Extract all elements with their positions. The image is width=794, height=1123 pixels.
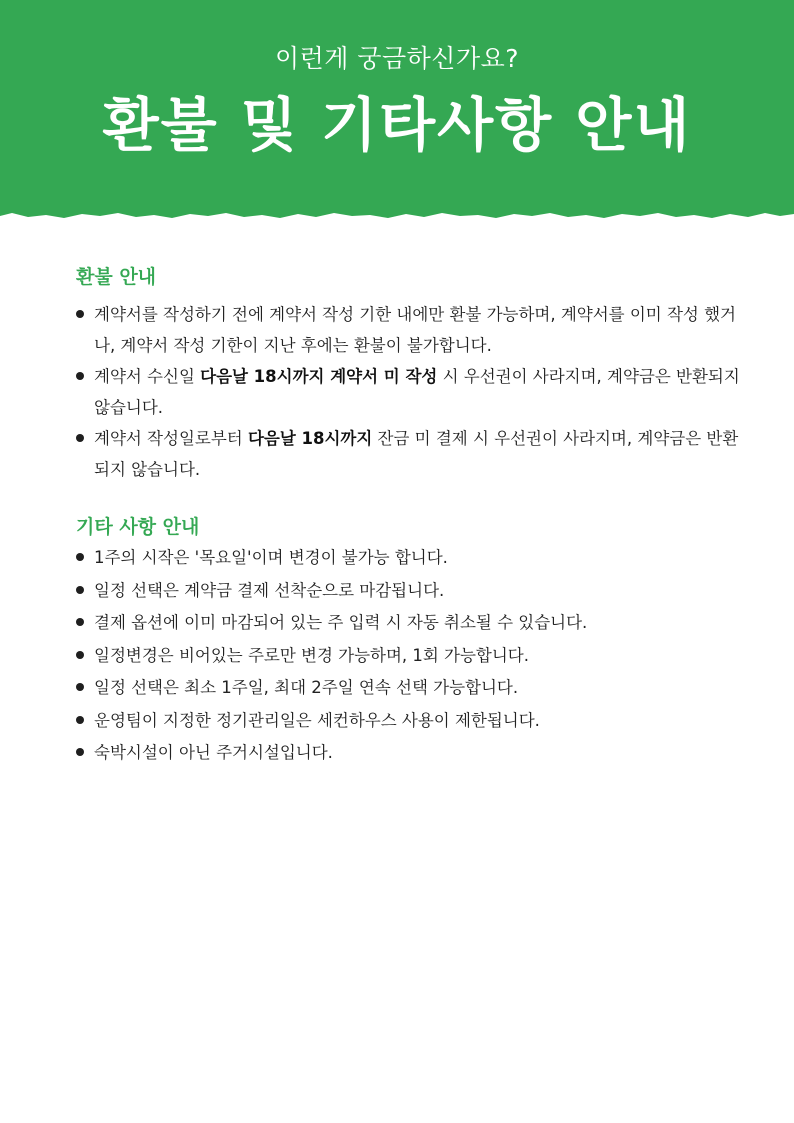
refund-item-text: 계약서 수신일 (94, 367, 201, 386)
etc-item-text: 숙박시설이 아닌 주거시설입니다. (94, 743, 333, 762)
refund-list-item (76, 423, 746, 485)
bullet-icon (76, 586, 84, 594)
etc-item-text: 결제 옵션에 이미 마감되어 있는 주 입력 시 자동 취소될 수 있습니다. (94, 613, 588, 632)
etc-item-text: 운영팀이 지정한 정기관리일은 세컨하우스 사용이 제한됩니다. (94, 710, 540, 730)
etc-list (76, 542, 746, 770)
refund-section-title: 환불 안내 (76, 266, 157, 288)
refund-list (76, 299, 746, 485)
etc-section-title: 기타 사항 안내 (76, 516, 200, 538)
bullet-icon (76, 618, 84, 626)
etc-item-text: 일정 선택은 계약금 결제 선착순으로 마감됩니다. (94, 580, 445, 600)
etc-item-text: 1주의 시작은 '목요일'이며 변경이 불가능 합니다. (94, 548, 448, 567)
bullet-icon (76, 310, 84, 318)
etc-list-item (76, 607, 746, 640)
refund-item-text: 잔금 미 결제 시 우선권이 사라지며, 계약금은 반환되지 않습니다. (94, 429, 739, 479)
etc-list-item (76, 672, 746, 705)
etc-list-item (76, 575, 746, 608)
etc-list-item (76, 542, 746, 575)
bullet-icon (76, 748, 84, 756)
bullet-icon (76, 651, 84, 659)
refund-item-emphasis: 다음날 18시까지 (247, 429, 373, 448)
page-title: 환불 및 기타사항 안내 (102, 91, 692, 159)
refund-list-item (76, 299, 746, 361)
etc-list-item (76, 737, 746, 770)
etc-item-text: 일정변경은 비어있는 주로만 변경 가능하며, 1회 가능합니다. (94, 645, 529, 665)
refund-item-emphasis: 다음날 18시까지 계약서 미 작성 (200, 367, 438, 386)
refund-list-item (76, 361, 746, 423)
etc-list-item (76, 640, 746, 673)
refund-item-text: 계약서 작성일로부터 (94, 429, 248, 448)
bullet-icon (76, 434, 84, 442)
etc-list-item (76, 705, 746, 738)
bullet-icon (76, 683, 84, 691)
bullet-icon (76, 716, 84, 724)
bullet-icon (76, 372, 84, 380)
refund-item-text: 시 우선권이 사라지며, 계약금은 반환되지 않습니다. (94, 367, 740, 417)
bullet-icon (76, 553, 84, 561)
header-banner (0, 0, 794, 228)
header-subtitle: 이런게 궁금하신가요? (274, 44, 520, 73)
refund-item-text: 계약서를 작성하기 전에 계약서 작성 기한 내에만 환불 가능하며, 계약서를 이미 작성 했거나, 계약서 작성 기한이 지난 후에는 환불이 불가합니다. (94, 305, 736, 355)
etc-item-text: 일정 선택은 최소 1주일, 최대 2주일 연속 선택 가능합니다. (94, 678, 519, 697)
